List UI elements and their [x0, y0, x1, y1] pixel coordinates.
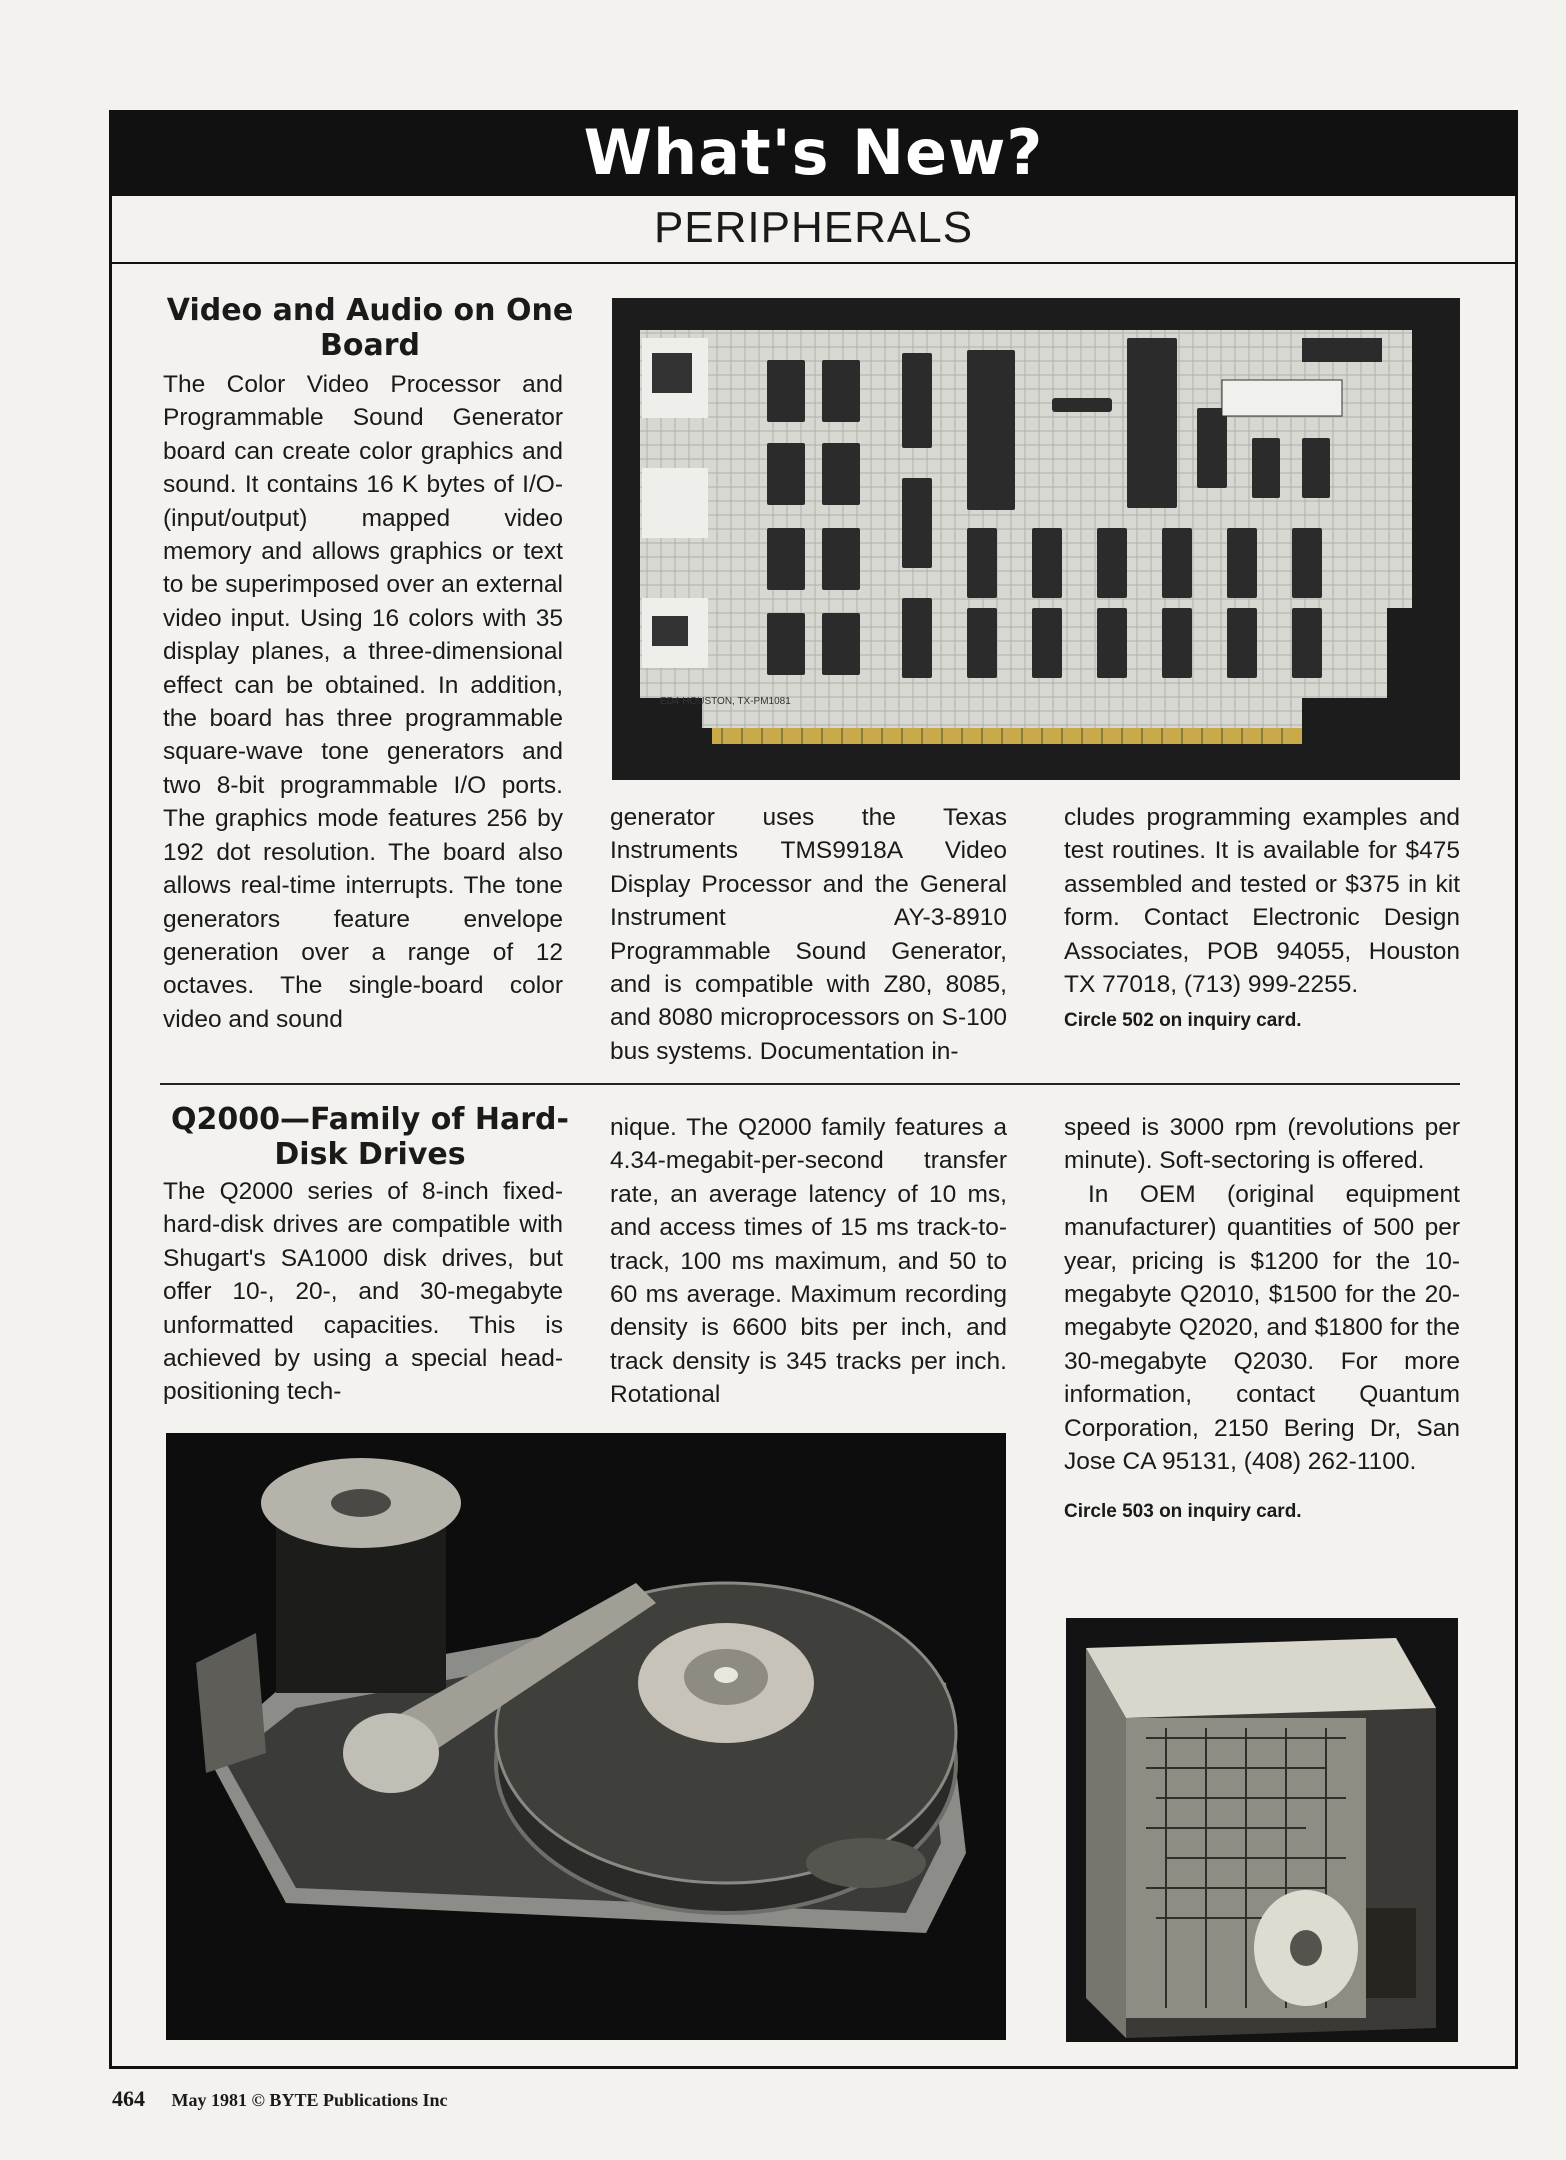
section-header	[109, 196, 1518, 264]
drive-unit-illustration	[1066, 1618, 1458, 2042]
article1-inquiry: Circle 502 on inquiry card.	[1064, 1010, 1302, 1032]
article2-col1-text: The Q2000 series of 8-inch fixed-hard-disk drives are compatible with Shugart's SA1000 disk drives, but offer 10-, 20-, and 30-megabyte unformatted capacities. This is achieved by using a special head-positioning tech-	[163, 1178, 563, 1406]
article1-col1-text: The Color Video Processor and Programmable Sound Generator board can create color graphics and sound. It contains 16 K bytes of I/O- (input/output) mapped video memory and allows graphics or text to be superimposed over an external video input. Using 16 colors with 35 display planes, a three-dimensional effect can be obtained. In addition, the board has three programmable square-wave tone generators and two 8-bit programmable I/O ports. The graphics mode features 256 by 192 dot resolution. The board also allows real-time interrupts. The tone generators feature envelope generation over a range of 12 octaves. The single-board color video and sound	[163, 371, 563, 1033]
circuit-board-photo	[612, 298, 1460, 780]
article-divider	[160, 1083, 1460, 1085]
article2-col1	[163, 1175, 563, 1409]
banner	[109, 110, 1518, 196]
article2-heading: Q2000—Family of Hard-Disk Drives	[171, 1102, 569, 1172]
drive-unit-photo	[1066, 1618, 1458, 2042]
article2-col3	[1064, 1111, 1460, 1524]
article2-col3a-text: speed is 3000 rpm (revolutions per minute). Soft-sectoring is offered.	[1064, 1114, 1460, 1175]
article2-col2	[610, 1111, 1007, 1412]
article2-inquiry: Circle 503 on inquiry card.	[1064, 1501, 1302, 1523]
footer-credit: May 1981 © BYTE Publications Inc	[171, 2090, 448, 2110]
article1-col1	[163, 368, 563, 1036]
hard-disk-illustration	[166, 1433, 1006, 2040]
article1-col2	[610, 801, 1007, 1068]
footer	[112, 2086, 447, 2112]
article2-col3b-text: In OEM (original equipment manufacturer) quantities of 500 per year, pricing is $1200 for the 10-megabyte Q2010, $1500 for the 20-megabyte Q2020, and $1800 for the 30-megabyte Q2030. For more information, contact Quantum Corporation, 2150 Bering Dr, San Jose CA 95131, (408) 262-1100.	[1064, 1180, 1460, 1476]
article2-col2-text: nique. The Q2000 family features a 4.34-megabit-per-second transfer rate, an average latency of 10 ms, and access times of 15 ms track-to-track, 100 ms maximum, and 50 to 60 ms average. Maximum recording density is 6600 bits per inch, and track density is 345 tracks per inch. Rotational	[610, 1114, 1007, 1409]
section-title: PERIPHERALS	[653, 203, 974, 252]
article1-col2-text: generator uses the Texas Instruments TMS9918A Video Display Processor and the General Instrument AY-3-8910 Programmable Sound Generator, and is compatible with Z80, 8085, and 8080 microprocessors on S-100 bus systems. Documentation in-	[610, 804, 1007, 1065]
article1-heading: Video and Audio on One Board	[166, 293, 574, 363]
page-number: 464	[112, 2086, 145, 2111]
board-silkscreen: ED4 HOUSTON, TX-PM1081	[660, 696, 791, 707]
article1-col3	[1064, 801, 1460, 1033]
hard-disk-photo	[166, 1433, 1006, 2040]
page-title: What's New?	[583, 116, 1044, 189]
article1-col3-text: cludes programming examples and test routines. It is available for $475 assembled and tested or $375 in kit form. Contact Electronic Design Associates, POB 94055, Houston TX 77018, (713) 999-2255.	[1064, 804, 1460, 999]
circuit-board-illustration	[612, 298, 1460, 780]
